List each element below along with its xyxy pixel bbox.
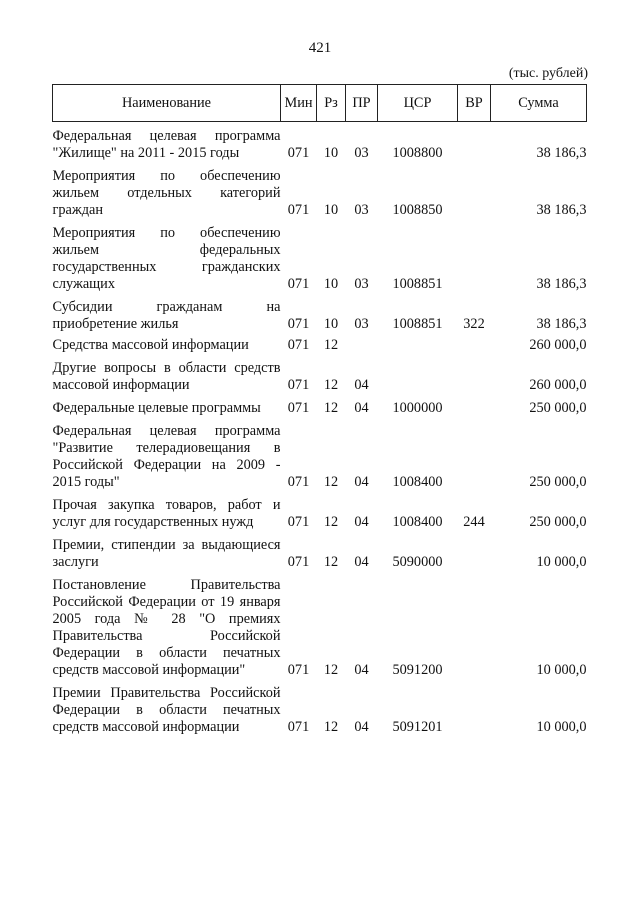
row-vr: [458, 394, 491, 417]
header-vr: ВР: [458, 85, 491, 122]
row-vr: [458, 219, 491, 293]
row-pr: [346, 333, 378, 354]
header-sum: Сумма: [491, 85, 587, 122]
row-pr: 04: [354, 474, 369, 490]
row-sum: 10 000,0: [536, 719, 587, 735]
row-csr: 1008400: [392, 474, 443, 490]
row-csr: 1008800: [392, 145, 443, 161]
row-vr: [458, 354, 491, 394]
table-row: [53, 333, 587, 354]
row-sum: 260 000,0: [529, 377, 587, 393]
table-row: [53, 571, 587, 679]
row-name: Федеральная целевая программа "Жилище" на 2011 - 2015 годы: [52, 128, 281, 161]
row-min: 071: [287, 662, 310, 678]
row-min: 071: [287, 514, 310, 530]
row-sum: 38 186,3: [536, 202, 587, 218]
row-csr: 1008851: [392, 276, 443, 292]
row-name: Премии, стипендии за выдающиеся заслуги: [52, 537, 281, 570]
row-pr: 04: [354, 662, 369, 678]
table-row: [53, 293, 587, 333]
row-name: Премии Правительства Российской Федерации в области печатных средств массовой информации: [52, 685, 281, 735]
row-sum: 250 000,0: [529, 514, 587, 530]
row-rz: 12: [323, 337, 339, 353]
row-rz: 12: [323, 474, 339, 490]
row-min: 071: [287, 337, 310, 353]
table-row: [53, 491, 587, 531]
header-pr: ПР: [346, 85, 378, 122]
row-rz: 12: [323, 554, 339, 570]
row-csr: 1008851: [392, 316, 443, 332]
row-min: 071: [287, 202, 310, 218]
row-vr: [458, 162, 491, 219]
row-csr: 5090000: [392, 554, 443, 570]
row-vr: [458, 571, 491, 679]
row-sum: 38 186,3: [536, 145, 587, 161]
table-header: [53, 85, 587, 122]
table-row: [53, 417, 587, 491]
row-pr: 04: [354, 377, 369, 393]
row-csr: 5091201: [392, 719, 443, 735]
row-rz: 12: [323, 719, 339, 735]
row-min: 071: [287, 400, 310, 416]
row-sum: 38 186,3: [536, 276, 587, 292]
row-rz: 12: [323, 400, 339, 416]
row-min: 071: [287, 719, 310, 735]
row-min: 071: [287, 474, 310, 490]
row-vr: [458, 679, 491, 736]
row-vr: 244: [463, 514, 485, 530]
row-name: Федеральные целевые программы: [52, 400, 261, 416]
row-sum: 250 000,0: [529, 400, 587, 416]
row-sum: 10 000,0: [536, 554, 587, 570]
row-name: Другие вопросы в области средств массовой информации: [52, 360, 281, 393]
header-name: Наименование: [53, 85, 281, 122]
row-min: 071: [287, 316, 310, 332]
row-sum: 250 000,0: [529, 474, 587, 490]
table-body: [53, 122, 587, 737]
table-row: [53, 679, 587, 736]
row-rz: 10: [323, 145, 339, 161]
row-min: 071: [287, 554, 310, 570]
row-sum: 38 186,3: [536, 316, 587, 332]
row-name: Постановление Правительства Российской Федерации от 19 января 2005 года № 28 "О премиях Правительства Российской Федерации в области печатных средств массовой информации": [52, 577, 281, 678]
header-csr: ЦСР: [378, 85, 458, 122]
row-pr: 04: [354, 554, 369, 570]
row-pr: 03: [354, 145, 369, 161]
table-row: [53, 162, 587, 219]
row-rz: 10: [323, 316, 339, 332]
row-rz: 12: [323, 377, 339, 393]
row-vr: [458, 531, 491, 571]
table-row: [53, 128, 587, 162]
row-min: 071: [287, 145, 310, 161]
table-row: [53, 354, 587, 394]
row-pr: 03: [354, 316, 369, 332]
row-name: Прочая закупка товаров, работ и услуг для государственных нужд: [52, 497, 281, 530]
table-row: [53, 394, 587, 417]
row-rz: 10: [323, 202, 339, 218]
table-row: [53, 531, 587, 571]
row-vr: [458, 417, 491, 491]
row-name: Мероприятия по обеспечению жильем отдельных категорий граждан: [52, 168, 281, 218]
header-min: Мин: [281, 85, 317, 122]
row-vr: [458, 128, 491, 162]
row-rz: 12: [323, 514, 339, 530]
row-pr: 04: [354, 400, 369, 416]
row-vr: 322: [463, 316, 485, 332]
row-pr: 03: [354, 202, 369, 218]
row-csr: 1000000: [392, 400, 443, 416]
row-min: 071: [287, 377, 310, 393]
row-csr: 5091200: [392, 662, 443, 678]
row-pr: 04: [354, 719, 369, 735]
row-csr: 1008400: [392, 514, 443, 530]
row-sum: 260 000,0: [529, 337, 587, 353]
row-name: Федеральная целевая программа "Развитие телерадиовещания в Российской Федерации на 2009 - 2015 годы": [52, 423, 281, 490]
row-name: Мероприятия по обеспечению жильем федеральных государственных гражданских служащих: [52, 225, 281, 292]
units-label: (тыс. рублей): [508, 66, 588, 81]
row-pr: 03: [354, 276, 369, 292]
row-rz: 12: [323, 662, 339, 678]
row-sum: 10 000,0: [536, 662, 587, 678]
header-rz: Рз: [317, 85, 346, 122]
page-number: 421: [308, 40, 332, 56]
table-row: [53, 219, 587, 293]
row-csr: 1008850: [392, 202, 443, 218]
row-min: 071: [287, 276, 310, 292]
budget-table: [52, 84, 587, 736]
row-rz: 10: [323, 276, 339, 292]
row-name: Субсидии гражданам на приобретение жилья: [52, 299, 281, 332]
row-pr: 04: [354, 514, 369, 530]
row-csr: [378, 354, 458, 394]
row-csr: [378, 333, 458, 354]
row-vr: [458, 333, 491, 354]
row-name: Средства массовой информации: [52, 337, 249, 353]
